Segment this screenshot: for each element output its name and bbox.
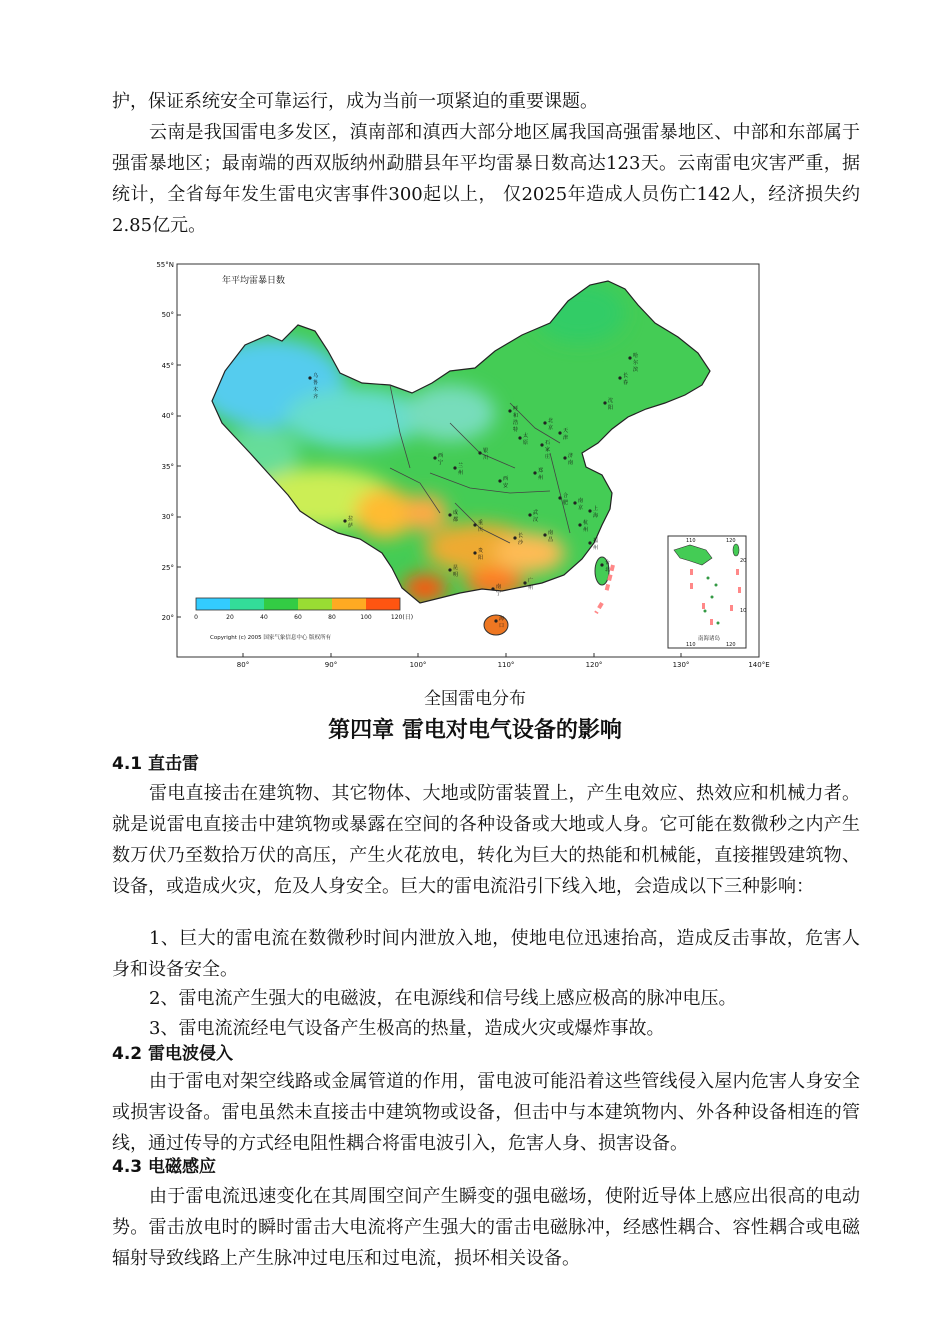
section-4-2-body: 由于雷电对架空线路或金属管道的作用，雷电波可能沿着这些管线侵入屋内危害人身安全或损害设备。雷电虽然未直接击中建筑物或设备，但击中与本建筑物内、外各种设备相连的管线，通过传导的方式经电阻性耦合将雷电波引入，危害人身、损害设备。 — [112, 1071, 860, 1154]
city-marker — [473, 523, 476, 526]
city-marker — [588, 541, 591, 544]
inset-tick: 120 — [726, 642, 736, 648]
lon-labels — [237, 661, 770, 669]
legend-tick: 20 — [226, 614, 234, 621]
section-4-1-item-3: 3、雷电流流经电气设备产生极高的热量，造成火灾或爆炸事故。 — [149, 1018, 665, 1039]
city-label: 台北 — [605, 560, 611, 573]
city-marker — [308, 376, 311, 379]
city-marker — [563, 456, 566, 459]
legend-tick: 120(日) — [390, 614, 414, 621]
city-marker — [523, 581, 526, 584]
city-marker — [533, 471, 536, 474]
legend-tick: 80 — [328, 614, 336, 621]
city-marker — [478, 451, 481, 454]
city-label: 北京 — [548, 418, 554, 431]
city-label: 西安 — [503, 476, 509, 489]
city-marker — [540, 443, 543, 446]
city-marker — [543, 421, 546, 424]
inset-tick: 10 — [740, 608, 747, 614]
section-4-1-item-1: 1、巨大的雷电流在数微秒时间内泄放入地，使地电位迅速抬高，造成反击事故，危害人身和设备安全。 — [112, 928, 860, 980]
city-marker — [448, 513, 451, 516]
city-marker — [588, 509, 591, 512]
city-label: 天津 — [563, 428, 569, 441]
city-marker — [578, 523, 581, 526]
city-marker — [573, 501, 576, 504]
city-label: 哈尔滨 — [633, 353, 639, 373]
city-label: 福州 — [593, 538, 599, 551]
city-label: 西宁 — [438, 453, 444, 466]
legend-tick: 40 — [260, 614, 268, 621]
city-label: 昆明 — [453, 565, 459, 578]
city-label: 南宁 — [496, 584, 502, 597]
city-marker — [618, 376, 621, 379]
legend-swatch — [196, 598, 230, 610]
legend-swatch — [298, 598, 332, 610]
city-label: 杭州 — [583, 520, 589, 533]
city-label: 武汉 — [533, 510, 539, 523]
city-label: 济南 — [568, 453, 574, 466]
lon-label: 100° — [409, 661, 427, 669]
section-4-1-item-2: 2、雷电流产生强大的电磁波，在电源线和信号线上感应极高的脉冲电压。 — [149, 988, 737, 1009]
city-label: 郑州 — [538, 468, 544, 481]
city-marker — [491, 587, 494, 590]
city-label: 重庆 — [478, 520, 484, 533]
city-marker — [528, 513, 531, 516]
inset-label: 南海诸岛 — [698, 636, 721, 642]
city-label: 兰州 — [458, 463, 464, 476]
city-label: 合肥 — [563, 493, 569, 506]
figure-caption: 全国雷电分布 — [424, 689, 526, 709]
city-label: 长沙 — [518, 533, 524, 546]
city-marker — [448, 568, 451, 571]
chapter-title: 第四章 雷电对电气设备的影响 — [328, 718, 622, 743]
lat-label: 30° — [161, 513, 174, 521]
south-sea-inset — [668, 536, 746, 648]
city-label: 呼和浩特 — [513, 406, 519, 433]
city-label: 上海 — [593, 506, 599, 519]
lon-label: 120° — [585, 661, 603, 669]
legend-tick: 0 — [194, 614, 198, 621]
city-label: 石家庄 — [545, 440, 551, 460]
city-marker — [498, 479, 501, 482]
legend-swatch — [332, 598, 366, 610]
city-marker — [518, 436, 521, 439]
city-marker — [543, 533, 546, 536]
city-marker — [433, 456, 436, 459]
city-marker — [558, 496, 561, 499]
lat-labels — [156, 261, 174, 622]
lat-label: 25° — [161, 564, 174, 572]
city-label: 贵阳 — [478, 548, 484, 561]
city-label: 成都 — [453, 510, 459, 523]
legend-swatch — [366, 598, 400, 610]
section-4-3-body: 由于雷电流迅速变化在其周围空间产生瞬变的强电磁场，使附近导体上感应出很高的电动势。雷击放电时的瞬时雷击大电流将产生强大的雷击电磁脉冲，经感性耦合、容性耦合或电磁辐射导致线路上产生脉冲过电压和过电流，损坏相关设备。 — [112, 1186, 860, 1269]
city-label: 乌鲁木齐 — [313, 373, 319, 400]
inset-tick: 20 — [740, 558, 747, 564]
section-heading-4-3: 4.3 电磁感应 — [112, 1157, 217, 1177]
city-label: 银川 — [483, 448, 489, 461]
section-4-1-body: 雷电直接击在建筑物、其它物体、大地或防雷装置上，产生电效应、热效应和机械力者。就是说雷电直接击中建筑物或暴露在空间的各种设备或大地或人身。它可能在数微秒之内产生数万伏乃至数拾万伏的高压，产生火花放电，转化为巨大的热能和机械能，直接摧毁建筑物、设备，或造成火灾，危及人身安全。巨大的雷电流沿引下线入地，会造成以下三种影响： — [112, 783, 860, 897]
lon-label: 110° — [497, 661, 515, 669]
legend-swatch — [264, 598, 298, 610]
city-marker — [513, 536, 516, 539]
hainan-island — [484, 615, 508, 635]
legend-swatch — [230, 598, 264, 610]
lon-label: 80° — [236, 661, 250, 669]
lat-label: 50° — [161, 311, 174, 319]
inset-tick: 110 — [686, 642, 696, 648]
city-marker — [603, 401, 606, 404]
lon-label: 140°E — [748, 661, 770, 669]
legend-colorbar — [196, 598, 400, 610]
lat-label: 35° — [161, 463, 174, 471]
section-heading-4-1: 4.1 直击雷 — [112, 754, 200, 774]
lat-label: 40° — [161, 412, 174, 420]
lat-label: 20° — [161, 614, 174, 622]
paragraph-yunnan: 云南是我国雷电多发区，滇南部和滇西大部分地区属我国高强雷暴地区、中部和东部属于强雷暴地区；最南端的西双版纳州勐腊县年平均雷暴日数高达123天。云南雷电灾害严重，据统计，全省每年发生雷电灾害事件300起以上， 仅2025年造成人员伤亡142人，经济损失约2.85亿元。 — [112, 122, 860, 236]
city-marker — [453, 466, 456, 469]
city-label: 广州 — [528, 578, 534, 591]
section-heading-4-2: 4.2 雷电波侵入 — [112, 1044, 234, 1064]
lon-label: 130° — [672, 661, 690, 669]
city-marker — [343, 519, 346, 522]
map-title: 年平均雷暴日数 — [222, 276, 286, 286]
city-label: 海口 — [499, 616, 505, 629]
lat-label: 45° — [161, 362, 174, 370]
city-marker — [494, 619, 497, 622]
city-label: 沈阳 — [608, 398, 614, 411]
legend-tick: 60 — [294, 614, 302, 621]
inset-tick: 110 — [686, 538, 696, 544]
city-label: 南京 — [578, 498, 584, 511]
paragraph-intro-end: 护，保证系统安全可靠运行，成为当前一项紧迫的重要课题。 — [112, 91, 598, 112]
city-label: 长春 — [623, 373, 629, 386]
city-label: 拉萨 — [348, 516, 354, 529]
lon-label: 90° — [324, 661, 338, 669]
city-marker — [558, 431, 561, 434]
legend-tick: 100 — [360, 614, 372, 621]
city-marker — [628, 356, 631, 359]
city-marker — [508, 409, 511, 412]
city-label: 南昌 — [548, 530, 554, 543]
map-copyright: Copyright (c) 2005 国家气象信息中心 版权所有 — [210, 635, 332, 641]
city-marker — [473, 551, 476, 554]
inset-tick: 120 — [726, 538, 736, 544]
city-label: 太原 — [523, 433, 529, 446]
lat-label: 55°N — [156, 261, 174, 269]
city-marker — [600, 563, 603, 566]
